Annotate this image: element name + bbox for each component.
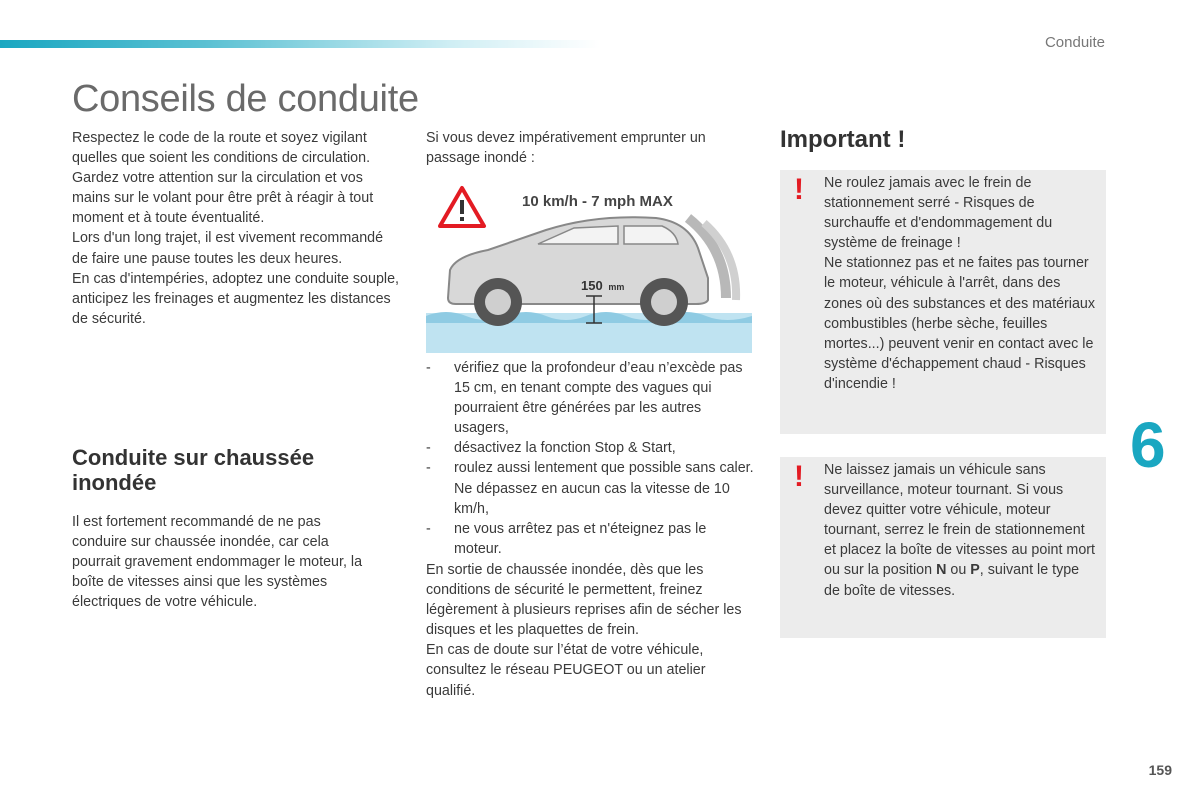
page-title: Conseils de conduite	[72, 78, 419, 120]
depth-unit: mm	[608, 282, 625, 292]
intro-paragraph: Lors d'un long trajet, il est vivement recommandé de faire une pause toutes les deux heures.	[72, 230, 384, 267]
chapter-number: 6	[1130, 409, 1166, 481]
list-dash: -	[426, 440, 431, 457]
after-flood-paragraph: En sortie de chaussée inondée, dès que les conditions de sécurité le permettent, freinez légèrement à plusieurs reprises afin de sécher les disques et les plaquettes de frein.	[426, 562, 742, 639]
list-item: - vérifiez que la profondeur d’eau n’excède pas 15 cm, en tenant compte des vagues qui pourraient être générées par les autres usagers,	[426, 360, 743, 437]
list-item: - ne vous arrêtez pas et n'éteignez pas le moteur.	[426, 520, 707, 557]
flooded-intro: Si vous devez impérativement emprunter un passage inondé :	[426, 130, 706, 167]
warning-text: Ne roulez jamais avec le frein de stationnement serré - Risques de surchauffe et d'endommagement du système de freinage !	[824, 175, 1053, 252]
exclamation-icon: !	[794, 460, 804, 493]
after-flood-paragraph: En cas de doute sur l’état de votre véhicule, consultez le réseau PEUGEOT ou un atelier qualifié.	[426, 642, 706, 699]
list-item: - désactivez la fonction Stop & Start,	[426, 438, 756, 458]
important-heading: Important !	[780, 126, 906, 153]
list-dash: -	[426, 360, 431, 376]
flooded-road-text: Il est fortement recommandé de ne pas conduire sur chaussée inondée, car cela pourrait gravement endommager le moteur, la boîte de vitesses ainsi que les systèmes électriques de votre véhicule.	[72, 514, 363, 611]
intro-paragraph: En cas d'intempéries, adoptez une conduite souple, anticipez les freinages et augmentez les distances de sécurité.	[72, 270, 400, 327]
warning-text: Ne laissez jamais un véhicule sans surveillance, moteur tournant. Si vous devez quitter votre véhicule, moteur tournant, serrez le frein de stationnement et placez la boîte de vitesses au point mort ou sur la position N ou P, suivant le type de boîte de vitesses.	[824, 462, 1095, 599]
warning-text: Ne stationnez pas et ne faites pas tourner le moteur, véhicule à l'arrêt, dans des zones où des substances et des matériaux combustibles (herbe sèche, feuilles mortes...) peuvent venir en contact avec le système d'échappement chaud - Risques d'incendie !	[824, 255, 1096, 392]
header-accent-bar	[0, 40, 600, 48]
list-item: - roulez aussi lentement que possible sans caler. Ne dépassez en aucun cas la vitesse de 10 km/h,	[426, 460, 754, 517]
warning-note	[780, 170, 1106, 434]
speed-limit-label: 10 km/h - 7 mph MAX	[522, 193, 673, 210]
flooded-road-illustration	[426, 178, 752, 353]
page-number: 159	[1148, 762, 1172, 778]
intro-paragraph: Gardez votre attention sur la circulation et vos mains sur le volant pour être prêt à réagir à tout moment et à toute éventualité.	[72, 170, 374, 227]
section-label: Conduite	[1044, 34, 1105, 51]
warning-triangle-icon	[440, 188, 484, 226]
wheel-hub	[651, 289, 677, 315]
wheel-hub	[485, 289, 511, 315]
after-flood-text	[426, 560, 756, 701]
flooded-instructions-list	[426, 358, 756, 559]
list-dash: -	[426, 460, 431, 477]
intro-paragraph: Respectez le code de la route et soyez vigilant quelles que soient les conditions de circulation.	[72, 130, 371, 167]
warning-note	[780, 457, 1106, 638]
depth-value: 150	[581, 278, 603, 293]
exclamation-icon: !	[794, 173, 804, 206]
intro-text	[72, 128, 402, 329]
flooded-road-heading: Conduite sur chaussée inondée	[72, 445, 315, 495]
list-dash: -	[426, 520, 431, 537]
